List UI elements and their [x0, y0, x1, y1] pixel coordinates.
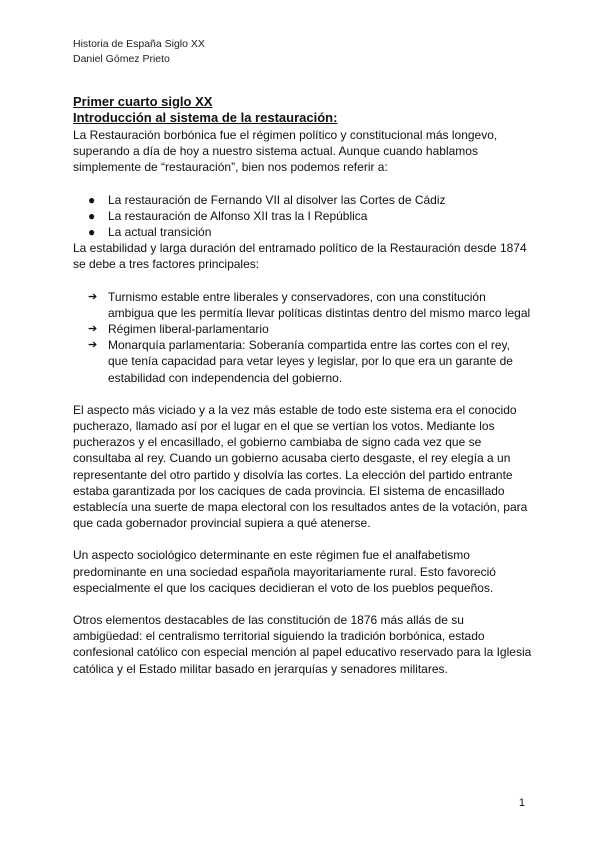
header-author: Daniel Gómez Prieto	[73, 53, 170, 65]
spacer	[73, 531, 533, 547]
stability-paragraph: La estabilidad y larga duración del entramado político de la Restauración desde 1874 se debe a tres factores principales:	[73, 241, 527, 272]
page-header	[73, 37, 205, 67]
bullet-icon: ●	[88, 192, 96, 207]
list-item	[73, 224, 533, 240]
section-title: Primer cuarto siglo XX	[73, 94, 213, 109]
list-item-text: La actual transición	[108, 225, 212, 240]
list-item-text: Monarquía parlamentaria: Soberanía compartida entre las cortes con el rey, que tenía capacidad para vetar leyes y legislar, por lo que era un garante de estabilidad con independencia del gobierno.	[108, 338, 513, 385]
list-item	[73, 321, 533, 337]
arrow-right-icon: ➔	[88, 323, 98, 336]
body-paragraph: El aspecto más viciado y a la vez más estable de todo este sistema era el conocido pucherazo, llamado así por el lugar en el que se vertían los votos. Mediante los pucherazos y el encasillado, el gobierno cambiaba de signo cada vez que se consultaba al rey. Cuando un gobierno acusaba cierto desgaste, el rey elegía a un representante del otro partido y disolvía las cortes. La elección del partido entrante estaba garantizada por los caciques de cada provincia. El sistema de encasillado establecía una suerte de mapa electoral con los resultados antes de la votación, para que cada gobernador provincial supiera a qué atenerse.	[73, 402, 528, 531]
header-course-title: Historia de España Siglo XX	[73, 38, 205, 50]
spacer	[73, 386, 533, 402]
document-body	[73, 94, 533, 677]
body-paragraph: Otros elementos destacables de las constitución de 1876 más allás de su ambigüedad: el centralismo territorial siguiendo la tradición borbónica, estado confesional católico con especial mención al papel educativo reservado para la Iglesia católica y el Estado militar basado en jerarquías y senadores militares.	[73, 613, 532, 676]
list-item-text: Régimen liberal-parlamentario	[108, 322, 269, 337]
body-paragraph: Un aspecto sociológico determinante en este régimen fue el analfabetismo predominante en una sociedad española mayoritariamente rural. Esto favoreció especialmente el que los caciques decidieran el voto de los pueblos pequeños.	[73, 548, 496, 595]
list-item	[73, 192, 533, 208]
arrow-right-icon: ➔	[88, 339, 98, 352]
restoration-list	[73, 192, 533, 241]
list-item	[73, 337, 533, 386]
list-item-text: La restauración de Fernando VII al disolver las Cortes de Cádiz	[108, 192, 446, 207]
list-item-text: La restauración de Alfonso XII tras la I República	[108, 208, 368, 223]
bullet-icon: ●	[88, 208, 96, 223]
list-item	[73, 208, 533, 224]
list-item-text: Turnismo estable entre liberales y conservadores, con una constitución ambigua que les permitía llevar políticas distintas dentro del mismo marco legal	[108, 289, 531, 320]
section-subtitle: Introducción al sistema de la restauración:	[73, 110, 338, 125]
list-item	[73, 289, 533, 321]
bullet-icon: ●	[88, 225, 96, 240]
factors-list	[73, 289, 533, 386]
arrow-right-icon: ➔	[88, 290, 98, 303]
page-number: 1	[518, 797, 525, 809]
intro-paragraph: La Restauración borbónica fue el régimen político y constitucional más longevo, superando a día de hoy a nuestro sistema actual. Aunque cuando hablamos simplemente de “restauración”, bien nos podemos referir a:	[73, 128, 498, 175]
spacer	[73, 596, 533, 612]
